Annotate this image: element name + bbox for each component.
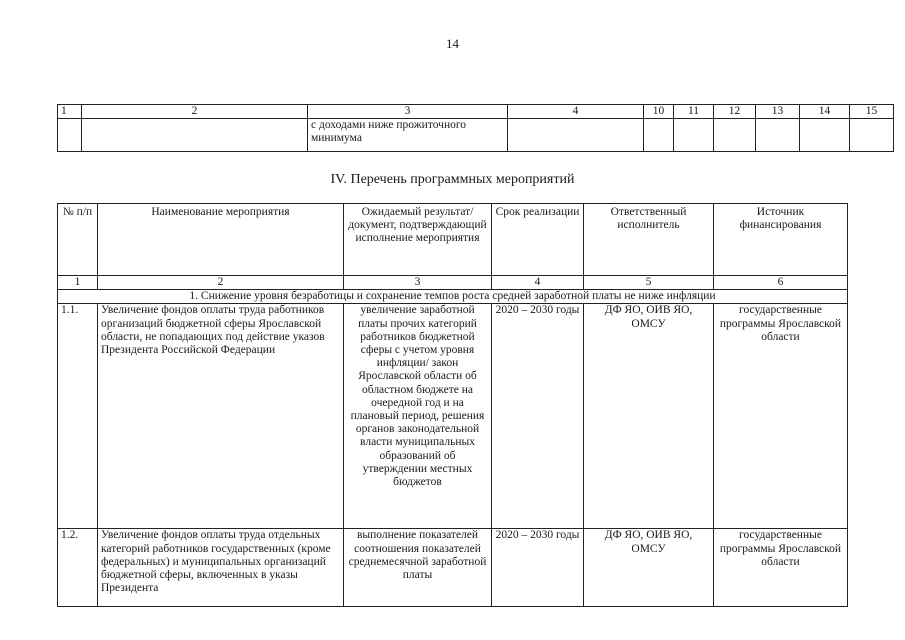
- table-cell: [82, 119, 308, 152]
- col-number: 4: [492, 276, 584, 290]
- col-number: 11: [674, 105, 714, 119]
- table-cell: [508, 119, 644, 152]
- col-number: 2: [82, 105, 308, 119]
- measures-table: [57, 203, 848, 607]
- table-cell: [714, 119, 756, 152]
- col-number: 15: [850, 105, 894, 119]
- col-number: 3: [308, 105, 508, 119]
- header-result: Ожидаемый результат/ документ, подтверждающий исполнение мероприятия: [344, 204, 492, 276]
- table-cell: с доходами ниже прожиточного минимума: [308, 119, 508, 152]
- continued-table: [57, 104, 894, 152]
- header-term: Срок реализации: [492, 204, 584, 276]
- row-number: 1.2.: [58, 529, 98, 607]
- page-number: 14: [446, 36, 459, 51]
- col-number: 2: [98, 276, 344, 290]
- header-executor: Ответственный исполнитель: [584, 204, 714, 276]
- continued-table-row: [58, 119, 894, 152]
- table-row: [58, 304, 848, 529]
- header-row: [58, 204, 848, 276]
- col-number: 14: [800, 105, 850, 119]
- row-name: Увеличение фондов оплаты труда отдельных категорий работников государственных (кроме федеральных) и муниципальных организаций бюджетной сферы, включенных в указы Президента: [98, 529, 344, 607]
- group-title: 1. Снижение уровня безработицы и сохранение темпов роста средней заработной платы не ниже инфляции: [58, 290, 848, 304]
- header-source: Источник финансирования: [714, 204, 848, 276]
- table-cell: [674, 119, 714, 152]
- section-title: IV. Перечень программных мероприятий: [330, 172, 575, 187]
- col-number: 6: [714, 276, 848, 290]
- table-cell: [756, 119, 800, 152]
- row-result: увеличение заработной платы прочих категорий работников бюджетной сферы с учетом уровня инфляции/ закон Ярославской области об областном бюджете на очередной год и на плановый период, решения органов законодательной власти муниципальных образований об утверждении местных бюджетов: [344, 304, 492, 529]
- row-executor: ДФ ЯО, ОИВ ЯО, ОМСУ: [584, 304, 714, 529]
- row-source: государственные программы Ярославской области: [714, 304, 848, 529]
- row-term: 2020 – 2030 годы: [492, 304, 584, 529]
- header-number: № п/п: [58, 204, 98, 276]
- col-number: 5: [584, 276, 714, 290]
- table-cell: [850, 119, 894, 152]
- row-result: выполнение показателей соотношения показателей среднемесячной заработной платы: [344, 529, 492, 607]
- col-number: 12: [714, 105, 756, 119]
- table-cell: [58, 119, 82, 152]
- row-source: государственные программы Ярославской области: [714, 529, 848, 607]
- col-number: 3: [344, 276, 492, 290]
- col-number: 4: [508, 105, 644, 119]
- col-number: 1: [58, 276, 98, 290]
- table-cell: [800, 119, 850, 152]
- row-name: Увеличение фондов оплаты труда работников организаций бюджетной сферы Ярославской области, не попадающих под действие указов Президента Российской Федерации: [98, 304, 344, 529]
- col-number: 13: [756, 105, 800, 119]
- col-number: 10: [644, 105, 674, 119]
- row-number: 1.1.: [58, 304, 98, 529]
- table-row: [58, 529, 848, 607]
- group-row: [58, 290, 848, 304]
- row-term: 2020 – 2030 годы: [492, 529, 584, 607]
- table-cell: [644, 119, 674, 152]
- column-number-row: [58, 276, 848, 290]
- header-name: Наименование мероприятия: [98, 204, 344, 276]
- continued-table-number-row: [58, 105, 894, 119]
- col-number: 1: [58, 105, 82, 119]
- row-executor: ДФ ЯО, ОИВ ЯО, ОМСУ: [584, 529, 714, 607]
